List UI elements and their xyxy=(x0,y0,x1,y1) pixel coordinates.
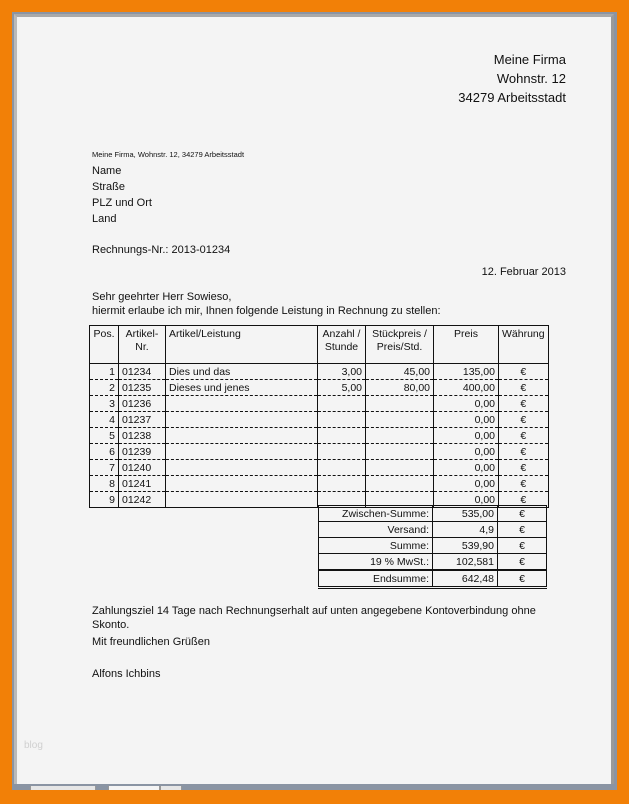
cell-leistung[interactable] xyxy=(166,444,318,460)
header-preis: Preis xyxy=(434,326,499,364)
cell-leistung[interactable] xyxy=(166,492,318,508)
items-table xyxy=(89,325,549,508)
cell-waehrung[interactable]: € xyxy=(499,476,549,492)
totals-currency: € xyxy=(498,538,547,554)
items-header-row xyxy=(90,326,549,364)
header-artikel-nr: Artikel- Nr. xyxy=(119,326,166,364)
cell-leistung[interactable]: Dies und das xyxy=(166,364,318,380)
cell-preis[interactable]: 0,00 xyxy=(434,428,499,444)
recipient-street: Straße xyxy=(92,181,126,193)
header-pos: Pos. xyxy=(90,326,119,364)
return-address-line: Meine Firma, Wohnstr. 12, 34279 Arbeitsstadt xyxy=(92,150,245,159)
cell-leistung[interactable] xyxy=(166,412,318,428)
cell-waehrung[interactable]: € xyxy=(499,380,549,396)
cell-pos[interactable]: 1 xyxy=(90,364,119,380)
cell-preis[interactable]: 0,00 xyxy=(434,412,499,428)
sender-street: Wohnstr. 12 xyxy=(496,71,566,86)
cell-pos[interactable]: 3 xyxy=(90,396,119,412)
cell-pos[interactable]: 4 xyxy=(90,412,119,428)
cell-artikel-nr[interactable]: 01241 xyxy=(119,476,166,492)
totals-row-vat xyxy=(319,554,547,571)
salutation: Sehr geehrter Herr Sowieso, xyxy=(92,291,232,303)
table-row xyxy=(90,428,549,444)
table-row xyxy=(90,476,549,492)
cell-pos[interactable]: 8 xyxy=(90,476,119,492)
cell-leistung[interactable] xyxy=(166,428,318,444)
cell-stueckpreis[interactable] xyxy=(366,460,434,476)
closing-phrase: Mit freundlichen Grüßen xyxy=(92,636,210,648)
totals-value[interactable]: 102,581 xyxy=(433,554,498,571)
cell-pos[interactable]: 2 xyxy=(90,380,119,396)
invoice-date: 12. Februar 2013 xyxy=(481,266,566,278)
totals-row-subtotal xyxy=(319,506,547,522)
recipient-country: Land xyxy=(92,213,117,225)
cell-stueckpreis[interactable] xyxy=(366,412,434,428)
cell-anzahl[interactable] xyxy=(318,460,366,476)
cell-stueckpreis[interactable]: 45,00 xyxy=(366,364,434,380)
recipient-zip-city: PLZ und Ort xyxy=(92,197,152,209)
cell-anzahl[interactable] xyxy=(318,396,366,412)
cell-preis[interactable]: 0,00 xyxy=(434,492,499,508)
cell-artikel-nr[interactable]: 01239 xyxy=(119,444,166,460)
totals-value[interactable]: 4,9 xyxy=(433,522,498,538)
cell-preis[interactable]: 0,00 xyxy=(434,396,499,412)
cell-artikel-nr[interactable]: 01240 xyxy=(119,460,166,476)
totals-label: Zwischen-Summe: xyxy=(319,506,433,522)
totals-currency: € xyxy=(498,554,547,571)
sender-address xyxy=(458,50,566,107)
cell-pos[interactable]: 5 xyxy=(90,428,119,444)
table-row xyxy=(90,396,549,412)
cell-leistung[interactable] xyxy=(166,476,318,492)
cell-leistung[interactable]: Dieses und jenes xyxy=(166,380,318,396)
payment-terms: Zahlungsziel 14 Tage nach Rechnungserhalt auf unten angegebene Kontoverbindung ohne Skonto. xyxy=(92,605,536,631)
cell-pos[interactable]: 7 xyxy=(90,460,119,476)
cell-waehrung[interactable]: € xyxy=(499,428,549,444)
cell-pos[interactable]: 6 xyxy=(90,444,119,460)
header-stueckpreis: Stückpreis / Preis/Std. xyxy=(366,326,434,364)
cell-preis[interactable]: 400,00 xyxy=(434,380,499,396)
greeting xyxy=(92,290,441,318)
header-waehrung: Währung xyxy=(499,326,549,364)
cell-preis[interactable]: 135,00 xyxy=(434,364,499,380)
invoice-number: Rechnungs-Nr.: 2013-01234 xyxy=(92,244,231,256)
header-anzahl: Anzahl / Stunde xyxy=(318,326,366,364)
cell-stueckpreis[interactable] xyxy=(366,444,434,460)
watermark: blog xyxy=(24,740,43,751)
totals-value[interactable]: 539,90 xyxy=(433,538,498,554)
totals-currency: € xyxy=(498,570,547,588)
table-row xyxy=(90,364,549,380)
cell-waehrung[interactable]: € xyxy=(499,492,549,508)
cell-stueckpreis[interactable] xyxy=(366,476,434,492)
cell-artikel-nr[interactable]: 01237 xyxy=(119,412,166,428)
cell-leistung[interactable] xyxy=(166,460,318,476)
cell-artikel-nr[interactable]: 01238 xyxy=(119,428,166,444)
table-row xyxy=(90,444,549,460)
sheet-tab[interactable] xyxy=(30,786,96,790)
cell-artikel-nr[interactable]: 01242 xyxy=(119,492,166,508)
cell-stueckpreis[interactable] xyxy=(366,396,434,412)
sheet-tab-bar xyxy=(12,786,617,790)
totals-label: Summe: xyxy=(319,538,433,554)
sender-company: Meine Firma xyxy=(493,52,566,67)
cell-pos[interactable]: 9 xyxy=(90,492,119,508)
cell-anzahl[interactable] xyxy=(318,412,366,428)
cell-anzahl[interactable] xyxy=(318,444,366,460)
cell-anzahl[interactable] xyxy=(318,476,366,492)
totals-table xyxy=(318,505,547,589)
totals-row-final xyxy=(319,570,547,588)
cell-waehrung[interactable]: € xyxy=(499,412,549,428)
cell-anzahl[interactable]: 5,00 xyxy=(318,380,366,396)
cell-waehrung[interactable]: € xyxy=(499,460,549,476)
totals-currency: € xyxy=(498,522,547,538)
totals-value[interactable]: 642,48 xyxy=(433,570,498,588)
table-row xyxy=(90,380,549,396)
add-sheet-button[interactable] xyxy=(160,786,182,790)
header-leistung: Artikel/Leistung xyxy=(166,326,318,364)
cell-artikel-nr[interactable]: 01234 xyxy=(119,364,166,380)
cell-preis[interactable]: 0,00 xyxy=(434,476,499,492)
totals-label: Versand: xyxy=(319,522,433,538)
cell-waehrung[interactable]: € xyxy=(499,364,549,380)
table-row xyxy=(90,460,549,476)
recipient-address xyxy=(92,163,152,227)
cell-stueckpreis[interactable]: 80,00 xyxy=(366,380,434,396)
totals-label: Endsumme: xyxy=(319,570,433,588)
signature-name: Alfons Ichbins xyxy=(92,668,161,680)
cell-leistung[interactable] xyxy=(166,396,318,412)
totals-currency: € xyxy=(498,506,547,522)
cell-artikel-nr[interactable]: 01236 xyxy=(119,396,166,412)
cell-stueckpreis[interactable] xyxy=(366,428,434,444)
totals-label: 19 % MwSt.: xyxy=(319,554,433,571)
cell-artikel-nr[interactable]: 01235 xyxy=(119,380,166,396)
intro-text: hiermit erlaube ich mir, Ihnen folgende Leistung in Rechnung zu stellen: xyxy=(92,305,441,317)
cell-anzahl[interactable]: 3,00 xyxy=(318,364,366,380)
sheet-tab-active[interactable] xyxy=(108,786,160,790)
cell-preis[interactable]: 0,00 xyxy=(434,460,499,476)
cell-preis[interactable]: 0,00 xyxy=(434,444,499,460)
cell-anzahl[interactable] xyxy=(318,428,366,444)
cell-waehrung[interactable]: € xyxy=(499,444,549,460)
recipient-name: Name xyxy=(92,165,122,177)
sender-city: 34279 Arbeitsstadt xyxy=(458,90,566,105)
cell-waehrung[interactable]: € xyxy=(499,396,549,412)
totals-row-shipping xyxy=(319,522,547,538)
totals-row-sum xyxy=(319,538,547,554)
table-row xyxy=(90,412,549,428)
totals-value[interactable]: 535,00 xyxy=(433,506,498,522)
